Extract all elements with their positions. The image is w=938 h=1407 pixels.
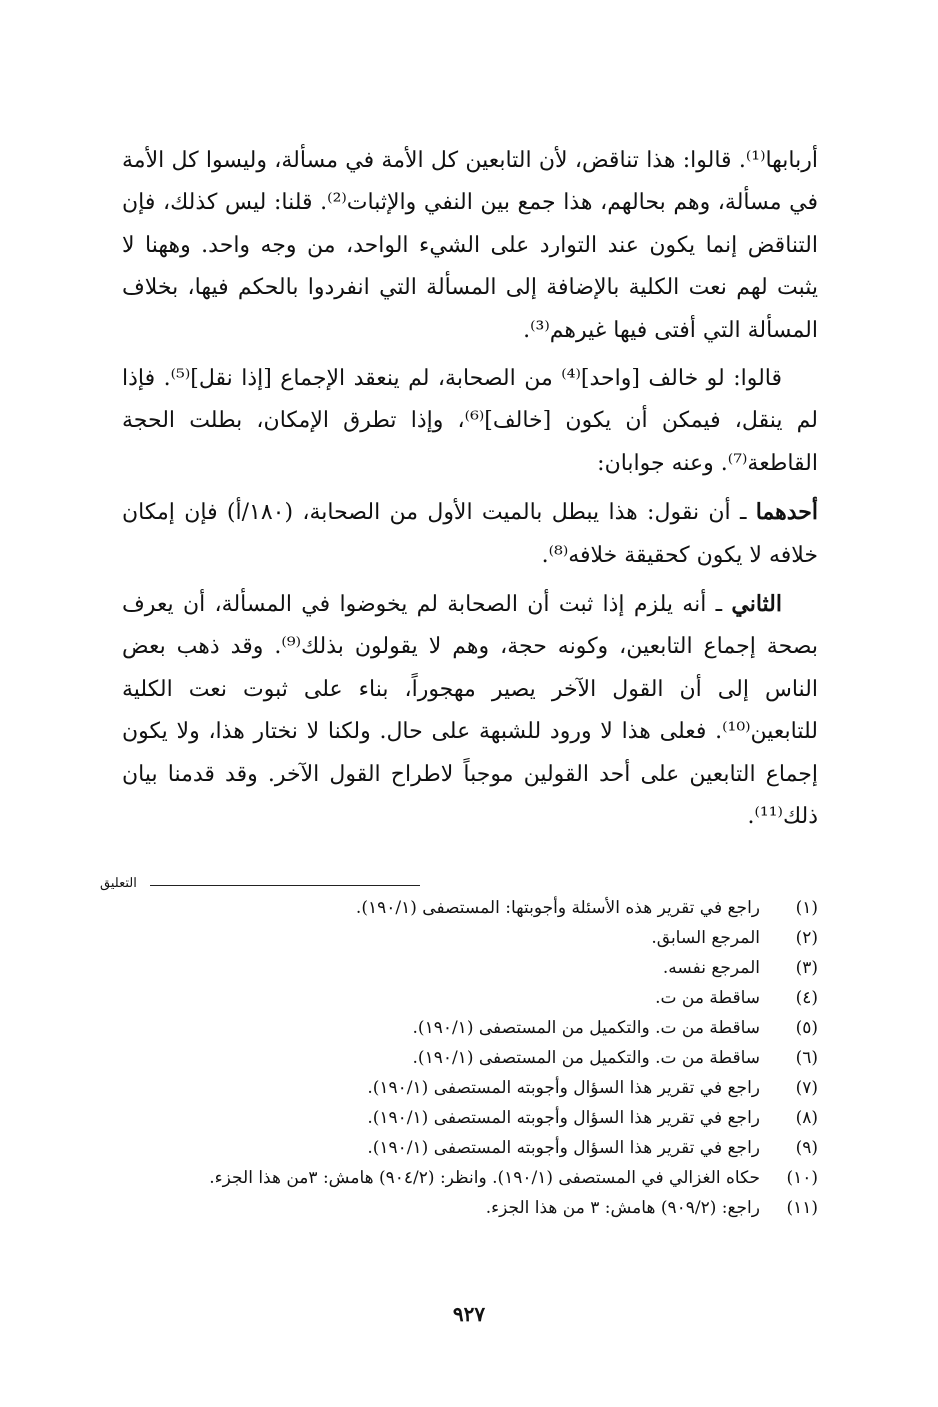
footnote-text: المرجع السابق. — [651, 928, 760, 948]
main-text — [122, 140, 818, 839]
footnote — [100, 1198, 818, 1228]
footnote-number: (٤) — [795, 988, 818, 1008]
paragraph-2: قالوا: لو خالف [واحد]⁽⁴⁾ من الصحابة، لم ينعقد الإجماع [إذا نقل]⁽⁵⁾. فإذا لم ينقل، فيمكن أن يكون [خالف]⁽⁶⁾، وإذا تطرق الإمكان، بطلت الحجة القاطعة⁽⁷⁾. وعنه جوابان: — [122, 366, 818, 476]
footnote-text: راجع: (٩٠٩/٢) هامش: ٣ من هذا الجزء. — [485, 1198, 760, 1218]
paragraph-4-text: ـ أنه يلزم إذا ثبت أن الصحابة لم يخوضوا في المسألة، أن يعرف بصحة إجماع التابعين، وكونه حجة، وهم لا يقولون بذلك⁽⁹⁾. وقد ذهب بعض الناس إلى أن القول الآخر يصير مهجوراً، بناء على ثبوت نعت الكلية للتابعين⁽¹⁰⁾. فعلى هذا لا ورود للشبهة على حال. ولكنا لا نختار هذا، ولا يكون إجماع التابعين على أحد القولين موجباً لاطراح القول الآخر. وقد قدمنا بيان ذلك⁽¹¹⁾. — [122, 592, 818, 830]
footnote-text: ساقطة من ت. والتكميل من المستصفى (١٩٠/١). — [412, 1018, 760, 1038]
footnote — [100, 928, 818, 958]
footnote-text: راجع في تقرير هذا السؤال وأجوبته المستصفى (١٩٠/١). — [367, 1138, 760, 1158]
footnote-text: حكاه الغزالي في المستصفى (١٩٠/١). وانظر: (٩٠٤/٢) هامش: ٣من هذا الجزء. — [209, 1168, 760, 1188]
footnote — [100, 1168, 818, 1198]
footnote — [100, 988, 818, 1018]
footnote — [100, 898, 818, 928]
paragraph-1: أربابها⁽¹⁾. قالوا: هذا تناقض، لأن التابعين كل الأمة في مسألة، وليسوا كل الأمة في مسألة، وهم بحالهم، هذا جمع بين النفي والإثبات⁽²⁾. قلنا: ليس كذلك، فإن التناقض إنما يكون عند التوارد على الشيء الواحد، من وجه واحد. وههنا لا يثبت لهم نعت الكلية بالإضافة إلى المسألة التي انفردوا بالحكم فيها، بخلاف المسألة التي أفتى فيها غيرهم⁽³⁾. — [122, 148, 818, 343]
footnote-text: ساقطة من ت. والتكميل من المستصفى (١٩٠/١). — [412, 1048, 760, 1068]
footnote-text: راجع في تقرير هذا السؤال وأجوبته المستصفى (١٩٠/١). — [367, 1078, 760, 1098]
footnote-text: راجع في تقرير هذا السؤال وأجوبته المستصفى (١٩٠/١). — [367, 1108, 760, 1128]
footnote-number: (٦) — [795, 1048, 818, 1068]
footnote — [100, 1018, 818, 1048]
footnote-text: ساقطة من ت. — [655, 988, 760, 1008]
footnote-number: (٣) — [795, 958, 818, 978]
footnote — [100, 1078, 818, 1108]
paragraph-4-lead: الثاني — [731, 591, 782, 618]
notes-label: التعليق — [100, 876, 137, 891]
footnote — [100, 1138, 818, 1168]
paragraph-3-lead: أحدهما — [755, 499, 819, 526]
footnote-divider — [150, 885, 420, 886]
footnote — [100, 1048, 818, 1078]
paragraph-3 — [122, 491, 818, 577]
footnote-number: (٥) — [795, 1018, 818, 1038]
footnote-number: (٢) — [795, 928, 818, 948]
footnote-number: (٩) — [795, 1138, 818, 1158]
footnote-text: راجع في تقرير هذه الأسئلة وأجوبتها: المستصفى (١٩٠/١). — [355, 898, 760, 918]
footnote-number: (١) — [795, 898, 818, 918]
footnote-number: (١١) — [786, 1198, 818, 1218]
footnote — [100, 1108, 818, 1138]
footnote-number: (٨) — [795, 1108, 818, 1128]
footnote-list — [100, 898, 818, 1228]
paragraph-3-text: ـ أن نقول: هذا يبطل بالميت الأول من الصحابة، (١٨٠/أ) فإن إمكان خلافه لا يكون كحقيقة خلافه⁽⁸⁾. — [122, 500, 818, 568]
page-number: ٩٢٧ — [452, 1302, 486, 1326]
footnote-number: (٧) — [795, 1078, 818, 1098]
paragraph-4 — [122, 583, 818, 838]
footnote — [100, 958, 818, 988]
footnote-text: المرجع نفسه. — [662, 958, 760, 978]
footnote-number: (١٠) — [786, 1168, 818, 1188]
